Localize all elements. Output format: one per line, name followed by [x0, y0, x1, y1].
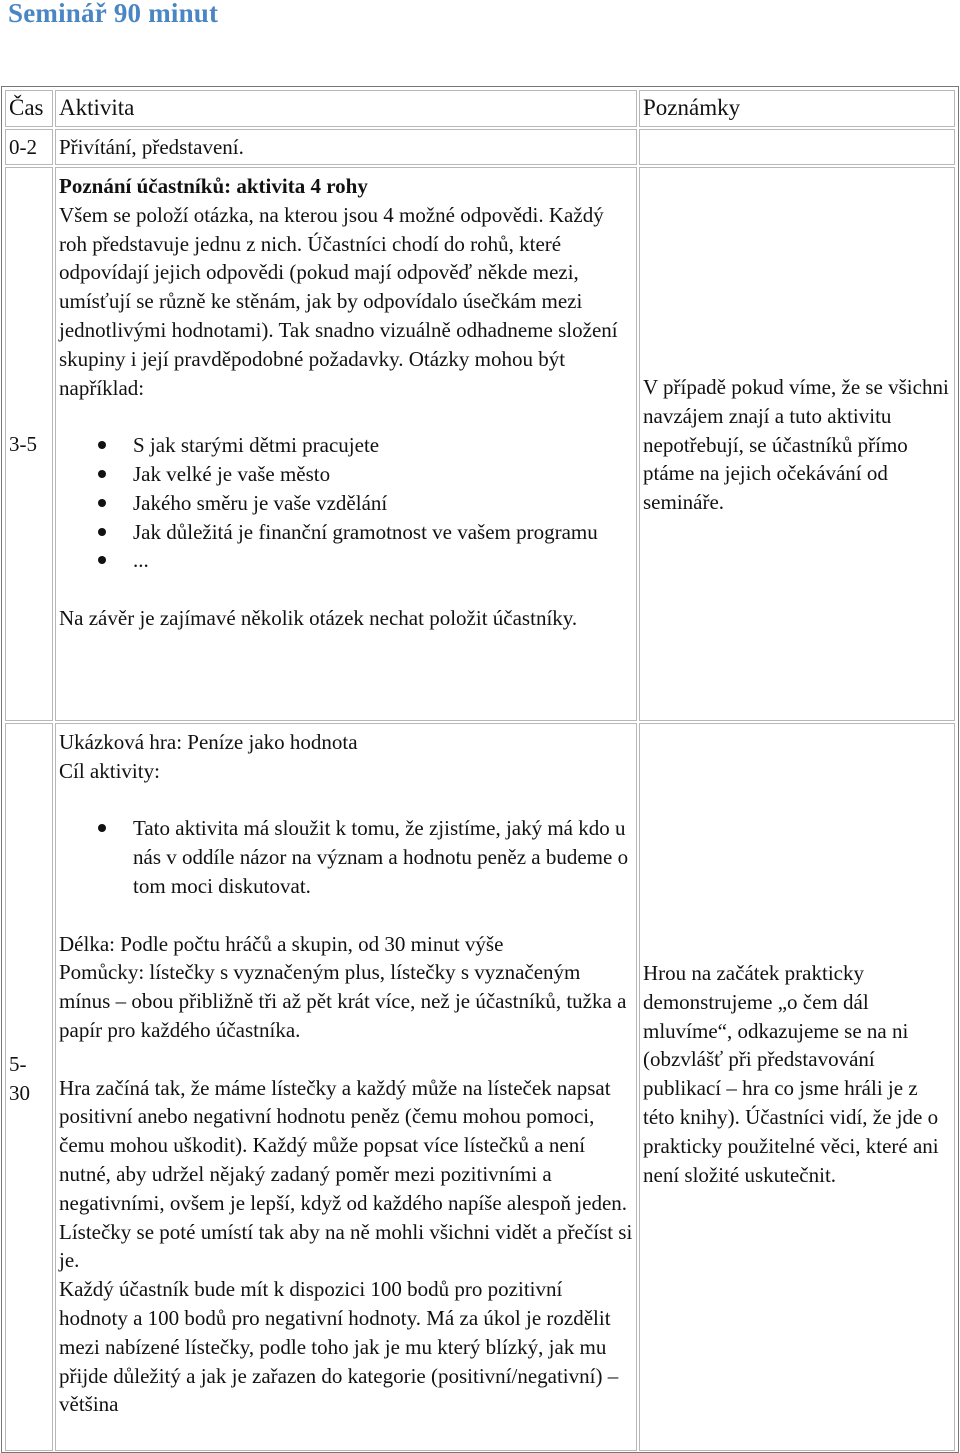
list-item: Jak důležitá je finanční gramotnost ve vašem programu	[59, 518, 633, 547]
header-time-cell	[5, 90, 53, 127]
row3-time: 5- 30	[9, 1052, 30, 1105]
list-item: ...	[59, 546, 633, 575]
row3-notes-cell	[639, 723, 955, 1451]
row2-activity-cell	[55, 167, 637, 721]
row1-notes-cell	[639, 129, 955, 165]
header-notes-cell	[639, 90, 955, 127]
row3-rules-2: Každý účastník bude mít k dispozici 100 bodů pro pozitivní hodnoty a 100 bodů pro negativní hodnoty. Má za úkol je rozdělit mezi nabízené lístečky, podle toho jak je mu který blízký, jak mu přijde důležitý a jak je zařazen do kategorie (positivní/negativní) – většina	[59, 1277, 619, 1417]
list-item: Jakého směru je vaše vzdělání	[59, 489, 633, 518]
seminar-table	[1, 86, 959, 1453]
row2-bullet-list	[59, 431, 633, 575]
header-activity: Aktivita	[59, 95, 135, 120]
row2-activity-text: Všem se položí otázka, na kterou jsou 4 možné odpovědi. Každý roh představuje jednu z nich. Účastníci chodí do rohů, které odpovídají jejich odpovědi (pokud mají odpověď někde mezi, umísťují se různě ke stěnám, jak by odpovídalo úsečkám mezi jednotlivými hodnotami). Tak snadno vizuálně odhadneme složení skupiny i její pravděpodobné požadavky. Otázky mohou být například:	[59, 202, 618, 400]
row2-notes: V případě pokud víme, že se všichni navzájem znají a tuto aktivitu nepotřebují, se účastníků přímo ptáme na jejich očekávání od semináře.	[643, 375, 949, 515]
row1-time-cell	[5, 129, 53, 165]
row2-notes-cell	[639, 167, 955, 721]
row3-length: Délka: Podle počtu hráčů a skupin, od 30 minut výše	[59, 931, 504, 956]
row1-activity: Přivítání, představení.	[59, 135, 244, 159]
row3-notes: Hrou na začátek prakticky demonstrujeme „o čem dál mluvíme“, odkazujeme se na ni (obzvlášť při představování publikací – hra co jsme hráli je z této knihy). Účastníci vidí, že jde o prakticky použitelné věci, které ani není složité uskutečnit.	[643, 961, 939, 1187]
row3-game-title: Ukázková hra: Peníze jako hodnota	[59, 730, 358, 754]
row2-activity-title: Poznání účastníků: aktivita 4 rohy	[59, 174, 368, 198]
header-time: Čas	[9, 95, 44, 120]
list-item: Tato aktivita má sloužit k tomu, že zjistíme, jaký má kdo u nás v oddíle názor na význam a hodnotu peněz a budeme o tom moci diskutovat.	[59, 814, 633, 900]
row3-tools: Pomůcky: lístečky s vyznačeným plus, lístečky s vyznačeným mínus – obou přibližně tři až pět krát více, než je účastníků, tužka a papír pro každého účastníka.	[59, 960, 627, 1042]
row3-goal-label: Cíl aktivity:	[59, 758, 160, 783]
row2-activity-footer: Na závěr je zajímavé několik otázek nechat položit účastníky.	[59, 605, 578, 630]
row1-activity-cell	[55, 129, 637, 165]
list-item: Jak velké je vaše město	[59, 460, 633, 489]
list-item: S jak starými dětmi pracujete	[59, 431, 633, 460]
page-title: Seminář 90 minut	[8, 0, 219, 28]
header-notes: Poznámky	[643, 95, 741, 120]
row2-time: 3-5	[9, 432, 37, 456]
header-activity-cell	[55, 90, 637, 127]
row1-time: 0-2	[9, 135, 37, 159]
row3-time-cell	[5, 723, 53, 1451]
row3-rules-1: Hra začíná tak, že máme lístečky a každý může na lísteček napsat positivní anebo negativní hodnotu peněz (čemu mohou pomoci, čemu mohou uškodit). Každý může popsat více lístečků a není nutné, aby udržel nějaký zadaný poměr mezi pozitivními a negativními, ovšem je lepší, když od každého napíše alespoň jeden. Lístečky se poté umístí tak aby na ně mohli všichni vidět a přečíst si je.	[59, 1075, 633, 1273]
row3-bullet-list	[59, 814, 633, 900]
row2-time-cell	[5, 167, 53, 721]
row3-activity-cell	[55, 723, 637, 1451]
